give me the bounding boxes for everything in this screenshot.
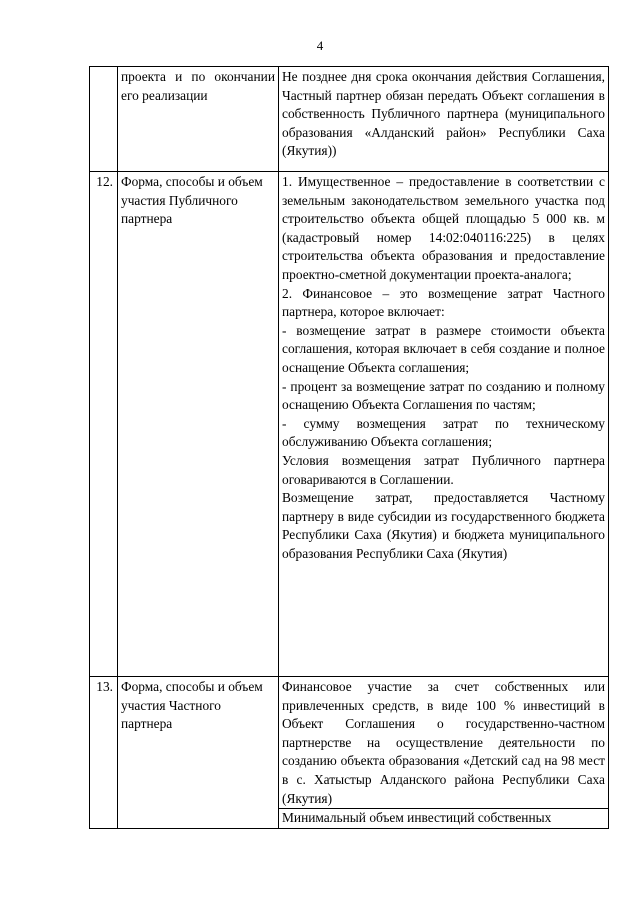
description-paragraph: - сумму возмещения затрат по техническому обслуживанию Объекта соглашения; [282, 415, 605, 450]
row-description [279, 67, 609, 172]
row-number [90, 67, 118, 172]
row-description [279, 172, 609, 677]
description-paragraph: Не позднее дня срока окончания действия Соглашения, Частный партнер обязан передать Объект соглашения в собственность Публичного партнера (муниципального образования «Алданский район» Республики Саха (Якутия)) [282, 69, 605, 159]
row-description [279, 677, 609, 829]
agreement-terms-table [89, 66, 609, 829]
table-row [90, 677, 609, 829]
description-paragraph: 1. Имущественное – предоставление в соответствии с земельным законодательством земельного участка под строительство объекта общей площадью 5 000 кв. м (кадастровый номер 14:02:040116:225) в целях строительства объекта образования и предоставление проектно-сметной документации проекта-аналога; [282, 174, 605, 282]
description-paragraph: 2. Финансовое – это возмещение затрат Частного партнера, которое включает: [282, 285, 605, 320]
table-row [90, 67, 609, 172]
row-name-text: Форма, способы и объем участия Частного партнера [121, 679, 263, 732]
page-number: 4 [316, 38, 324, 53]
row-number: 13. [90, 677, 118, 829]
row-name-text: Форма, способы и объем участия Публичного партнера [121, 174, 263, 227]
row-number: 12. [90, 172, 118, 677]
table-row [90, 172, 609, 677]
description-paragraph: Минимальный объем инвестиций собственных [279, 808, 608, 828]
description-paragraph: Возмещение затрат, предоставляется Частному партнеру в виде субсидии из государственного бюджета Республики Саха (Якутия) и бюджета муниципального образования Республики Саха (Якутия) [282, 490, 605, 561]
row-name [118, 67, 279, 172]
row-name [118, 172, 279, 677]
description-paragraph: Финансовое участие за счет собственных или привлеченных средств, в виде 100 % инвестиций в Объект Соглашения о государственно-частном партнерстве на осуществление деятельности по созданию объекта образования «Детский сад на 98 мест в с. Хатыстыр Алданского района Республики Саха (Якутия) [282, 679, 605, 806]
row-name [118, 677, 279, 829]
row-name-text: проекта и по окончании его реализации [121, 69, 275, 103]
description-paragraph: Условия возмещения затрат Публичного партнера оговариваются в Соглашении. [282, 452, 605, 487]
description-paragraph: - процент за возмещение затрат по созданию и полному оснащению Объекта Соглашения по частям; [282, 378, 605, 413]
description-paragraph: - возмещение затрат в размере стоимости объекта соглашения, которая включает в себя создание и полное оснащение Объекта соглашения; [282, 322, 605, 375]
